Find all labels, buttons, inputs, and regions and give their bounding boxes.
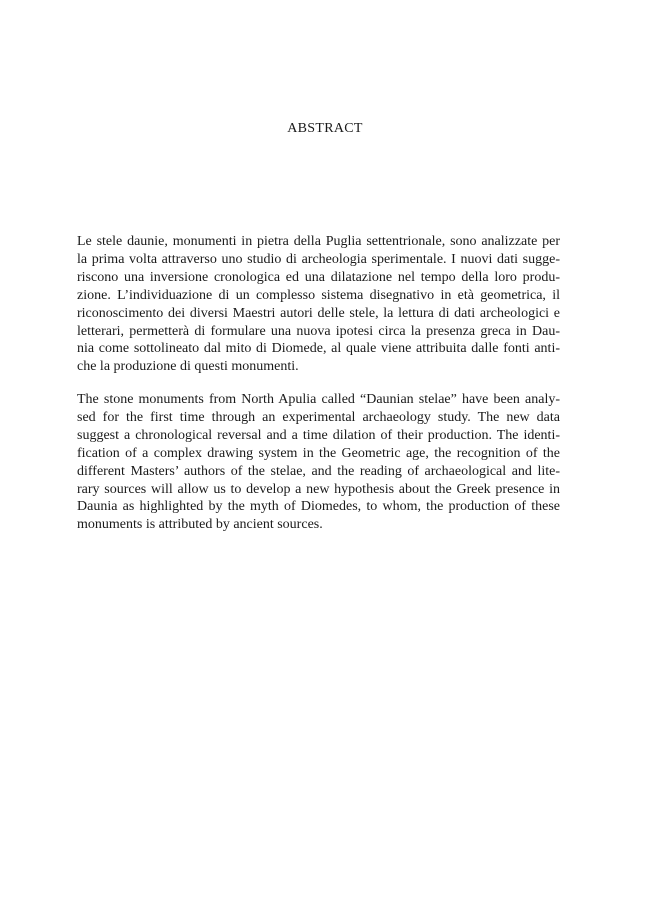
text-line: Le stele daunie, monumenti in pietra della Puglia settentrionale, sono analizzate per [77,234,560,249]
abstract-heading: ABSTRACT [287,121,363,136]
text-line: Daunia as highlighted by the myth of Diomedes, to whom, the production of these [77,499,560,515]
text-line: letterari, permetterà di formulare una nuova ipotesi circa la presenza greca in Dau- [77,323,560,339]
text-line: zione. L’individuazione di un complesso sistema disegnativo in età geometrica, il [77,287,560,303]
text-line: nia come sottolineato dal mito di Diomede, al quale viene attribuita dalle fonti anti- [77,341,560,357]
text-line: sed for the first time through an experimental archaeology study. The new data [77,409,560,425]
text-line: la prima volta attraverso uno studio di archeologia sperimentale. I nuovi dati sugge- [77,251,560,267]
italian-abstract-paragraph [77,233,560,376]
text-line: different Masters’ authors of the stelae, and the reading of archaeological and lite- [77,463,560,479]
text-line: The stone monuments from North Apulia called “Daunian stelae” have been analy- [77,392,560,407]
text-line: riconoscimento dei diversi Maestri autori delle stele, la lettura di dati archeologici e [77,305,560,321]
english-abstract-paragraph [77,391,560,534]
text-line: fication of a complex drawing system in the Geometric age, the recognition of the [77,445,560,461]
text-line: rary sources will allow us to develop a new hypothesis about the Greek presence in [77,481,560,497]
text-line: suggest a chronological reversal and a time dilation of their production. The identi- [77,427,560,443]
text-line: riscono una inversione cronologica ed una dilatazione nel tempo della loro produ- [77,269,560,285]
text-line: che la produzione di questi monumenti. [77,359,299,375]
text-line: monuments is attributed by ancient sources. [77,517,323,533]
